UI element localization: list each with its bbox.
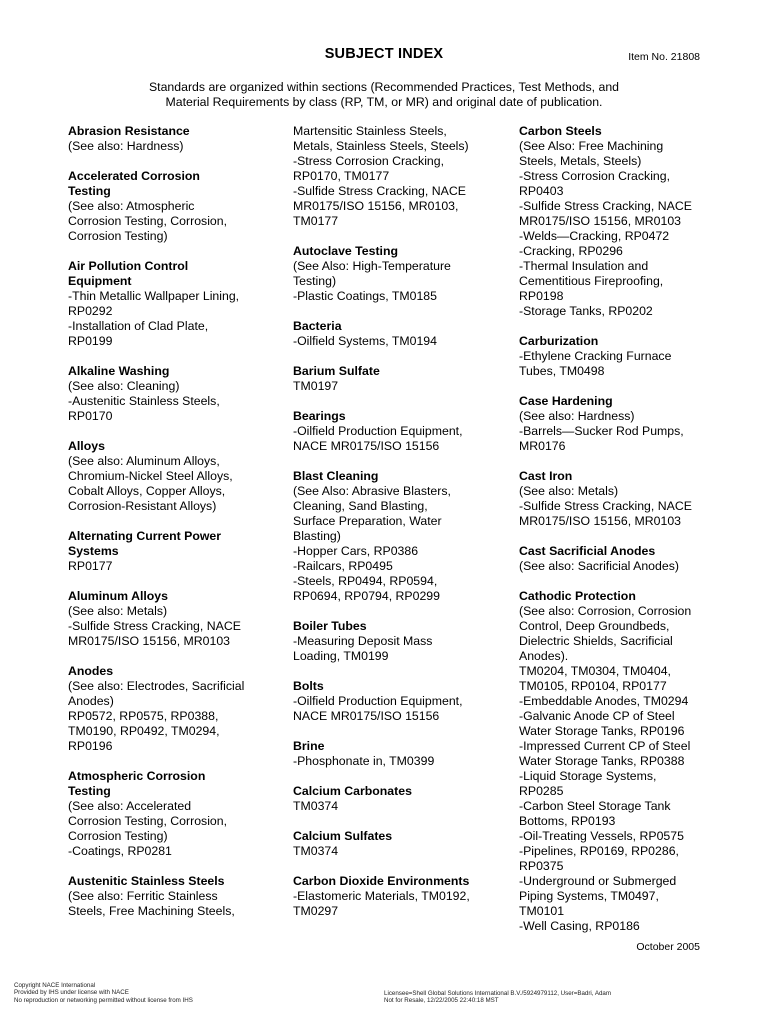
index-entry: [293, 619, 498, 664]
index-entry: [68, 259, 268, 349]
entry-line: -Railcars, RP0495: [293, 559, 393, 573]
entry-line: Corrosion Testing): [68, 229, 168, 243]
entry-line: RP0177: [68, 559, 113, 573]
entry-line: Steels, Metals, Steels): [519, 154, 642, 168]
entry-line: Tubes, TM0498: [519, 364, 605, 378]
entry-line: Cobalt Alloys, Copper Alloys,: [68, 484, 226, 498]
entry-heading: Barium Sulfate: [293, 364, 380, 378]
entry-line: -Carbon Steel Storage Tank: [519, 799, 671, 813]
index-entry: [68, 124, 268, 154]
entry-heading: Bearings: [293, 409, 346, 423]
entry-line: TM0374: [293, 844, 339, 858]
entry-line: (See also: Hardness): [519, 409, 635, 423]
index-entry: [68, 364, 268, 424]
entry-line: -Ethylene Cracking Furnace: [519, 349, 672, 363]
entry-line: RP0170: [68, 409, 113, 423]
entry-line: Metals, Stainless Steels, Steels): [293, 139, 469, 153]
index-entry: [293, 124, 498, 229]
index-entry: [519, 124, 734, 319]
entry-heading: Bacteria: [293, 319, 342, 333]
entry-line: -Impressed Current CP of Steel: [519, 739, 691, 753]
entry-heading: Brine: [293, 739, 325, 753]
entry-heading: Alternating Current Power: [68, 529, 222, 543]
footer-line: Licensee=Shell Global Solutions International B.V./5924979112, User=Badri, Adam: [384, 990, 612, 997]
intro-line: Standards are organized within sections (Recommended Practices, Test Methods, and: [148, 80, 620, 94]
index-entry: [293, 319, 498, 349]
entry-heading: Carburization: [519, 334, 599, 348]
entry-line: RP0572, RP0575, RP0388,: [68, 709, 219, 723]
entry-line: Corrosion Testing, Corrosion,: [68, 214, 228, 228]
publication-date: October 2005: [636, 941, 700, 953]
index-entry: [68, 589, 268, 649]
entry-line: Corrosion-Resistant Alloys): [68, 499, 217, 513]
entry-line: Anodes): [68, 694, 114, 708]
entry-line: Water Storage Tanks, RP0388: [519, 754, 685, 768]
entry-line: -Oil-Treating Vessels, RP0575: [519, 829, 684, 843]
entry-line: -Sulfide Stress Cracking, NACE: [519, 199, 692, 213]
entry-line: Martensitic Stainless Steels,: [293, 124, 447, 138]
entry-line: TM0374: [293, 799, 339, 813]
entry-line: -Measuring Deposit Mass: [293, 634, 433, 648]
entry-line: Control, Deep Groundbeds,: [519, 619, 670, 633]
entry-line: RP0285: [519, 784, 564, 798]
entry-heading: Cathodic Protection: [519, 589, 636, 603]
index-entry: [293, 469, 498, 604]
index-entry: [519, 334, 734, 379]
entry-line: -Barrels—Sucker Rod Pumps,: [519, 424, 684, 438]
entry-line: -Stress Corrosion Cracking,: [293, 154, 445, 168]
entry-line: (See also: Corrosion, Corrosion: [519, 604, 692, 618]
entry-line: NACE MR0175/ISO 15156: [293, 709, 440, 723]
entry-line: -Plastic Coatings, TM0185: [293, 289, 437, 303]
entry-line: MR0175/ISO 15156, MR0103: [68, 634, 231, 648]
index-column-2: [293, 124, 498, 934]
entry-line: RP0694, RP0794, RP0299: [293, 589, 440, 603]
entry-line: -Cracking, RP0296: [519, 244, 623, 258]
entry-line: Surface Preparation, Water: [293, 514, 442, 528]
entry-line: RP0196: [68, 739, 113, 753]
entry-line: (See also: Electrodes, Sacrificial: [68, 679, 245, 693]
entry-line: (See Also: High-Temperature: [293, 259, 451, 273]
index-entry: [68, 769, 268, 859]
intro-line: Material Requirements by class (RP, TM, or MR) and original date of publication.: [165, 95, 603, 109]
entry-line: Corrosion Testing): [68, 829, 168, 843]
entry-line: MR0175/ISO 15156, MR0103: [519, 214, 682, 228]
entry-heading: Boiler Tubes: [293, 619, 367, 633]
footer-line: Copyright NACE International: [14, 982, 96, 989]
entry-line: -Well Casing, RP0186: [519, 919, 640, 933]
index-entry: [293, 679, 498, 724]
entry-line: (See also: Sacrificial Anodes): [519, 559, 679, 573]
entry-heading: Atmospheric Corrosion: [68, 769, 206, 783]
entry-heading: Austenitic Stainless Steels: [68, 874, 225, 888]
entry-line: -Elastomeric Materials, TM0192,: [293, 889, 470, 903]
entry-line: TM0197: [293, 379, 339, 393]
entry-line: (See also: Metals): [68, 604, 168, 618]
entry-line: (See also: Metals): [519, 484, 619, 498]
entry-line: TM0177: [293, 214, 339, 228]
entry-line: RP0403: [519, 184, 564, 198]
entry-line: (See also: Aluminum Alloys,: [68, 454, 220, 468]
entry-line: -Austenitic Stainless Steels,: [68, 394, 220, 408]
index-entry: [68, 664, 268, 754]
entry-heading: Bolts: [293, 679, 324, 693]
entry-heading: Air Pollution Control: [68, 259, 189, 273]
entry-heading: Aluminum Alloys: [68, 589, 168, 603]
entry-line: (See also: Ferritic Stainless: [68, 889, 218, 903]
index-entry: [519, 544, 734, 574]
entry-line: MR0175/ISO 15156, MR0103: [519, 514, 682, 528]
entry-line: TM0105, RP0104, RP0177: [519, 679, 667, 693]
entry-heading: Anodes: [68, 664, 114, 678]
index-entry: [293, 739, 498, 769]
item-number: Item No. 21808: [628, 51, 700, 63]
footer-line: Provided by IHS under license with NACE: [14, 989, 129, 997]
index-entry: [293, 244, 498, 304]
entry-line: -Coatings, RP0281: [68, 844, 172, 858]
licensee-notice: [384, 990, 611, 1005]
entry-line: TM0297: [293, 904, 339, 918]
entry-line: RP0170, TM0177: [293, 169, 390, 183]
entry-line: (See Also: Free Machining: [519, 139, 664, 153]
footer-line: Not for Resale, 12/22/2005 22:40:18 MST: [384, 997, 499, 1005]
entry-line: -Hopper Cars, RP0386: [293, 544, 419, 558]
entry-line: -Embeddable Anodes, TM0294: [519, 694, 689, 708]
index-entry: [293, 784, 498, 814]
entry-line: (See Also: Abrasive Blasters,: [293, 484, 451, 498]
index-entry: [519, 589, 734, 934]
entry-line: -Sulfide Stress Cracking, NACE: [519, 499, 692, 513]
entry-line: -Thin Metallic Wallpaper Lining,: [68, 289, 240, 303]
entry-heading: Systems: [68, 544, 119, 558]
entry-line: Bottoms, RP0193: [519, 814, 616, 828]
index-entry: [293, 364, 498, 394]
entry-line: MR0175/ISO 15156, MR0103,: [293, 199, 459, 213]
entry-heading: Carbon Dioxide Environments: [293, 874, 470, 888]
entry-heading: Autoclave Testing: [293, 244, 398, 258]
entry-line: -Oilfield Production Equipment,: [293, 694, 463, 708]
entry-line: Chromium-Nickel Steel Alloys,: [68, 469, 233, 483]
entry-line: -Thermal Insulation and: [519, 259, 649, 273]
index-entry: [68, 529, 268, 574]
index-entry: [68, 874, 268, 919]
index-column-1: [68, 124, 268, 934]
entry-line: Cleaning, Sand Blasting,: [293, 499, 428, 513]
entry-line: -Pipelines, RP0169, RP0286,: [519, 844, 679, 858]
entry-line: -Underground or Submerged: [519, 874, 677, 888]
entry-line: -Liquid Storage Systems,: [519, 769, 657, 783]
entry-heading: Abrasion Resistance: [68, 124, 190, 138]
entry-line: RP0375: [519, 859, 564, 873]
entry-heading: Equipment: [68, 274, 132, 288]
entry-line: RP0199: [68, 334, 113, 348]
entry-heading: Carbon Steels: [519, 124, 602, 138]
entry-line: RP0292: [68, 304, 113, 318]
entry-heading: Calcium Carbonates: [293, 784, 412, 798]
entry-heading: Cast Iron: [519, 469, 573, 483]
entry-line: Loading, TM0199: [293, 649, 389, 663]
entry-heading: Testing: [68, 184, 111, 198]
entry-line: Blasting): [293, 529, 341, 543]
entry-line: -Installation of Clad Plate,: [68, 319, 209, 333]
index-column-3: [519, 124, 734, 949]
entry-heading: Alloys: [68, 439, 105, 453]
entry-line: Dielectric Shields, Sacrificial: [519, 634, 673, 648]
entry-line: RP0198: [519, 289, 564, 303]
index-entry: [293, 409, 498, 454]
copyright-notice: [14, 982, 193, 1004]
entry-line: Anodes).: [519, 649, 569, 663]
index-entry: [68, 439, 268, 514]
entry-heading: Alkaline Washing: [68, 364, 170, 378]
entry-line: NACE MR0175/ISO 15156: [293, 439, 440, 453]
entry-heading: Calcium Sulfates: [293, 829, 393, 843]
entry-line: -Oilfield Systems, TM0194: [293, 334, 437, 348]
entry-heading: Blast Cleaning: [293, 469, 379, 483]
entry-line: (See also: Atmospheric: [68, 199, 195, 213]
index-entry: [519, 394, 734, 454]
entry-heading: Testing: [68, 784, 111, 798]
entry-line: -Galvanic Anode CP of Steel: [519, 709, 675, 723]
entry-line: TM0101: [519, 904, 565, 918]
entry-line: -Storage Tanks, RP0202: [519, 304, 653, 318]
entry-line: Testing): [293, 274, 337, 288]
entry-line: -Sulfide Stress Cracking, NACE: [293, 184, 466, 198]
entry-line: -Phosphonate in, TM0399: [293, 754, 435, 768]
entry-line: (See also: Hardness): [68, 139, 184, 153]
entry-heading: Cast Sacrificial Anodes: [519, 544, 656, 558]
entry-line: -Steels, RP0494, RP0594,: [293, 574, 438, 588]
entry-line: (See also: Accelerated: [68, 799, 192, 813]
index-entry: [519, 469, 734, 529]
entry-line: TM0204, TM0304, TM0404,: [519, 664, 671, 678]
entry-line: -Sulfide Stress Cracking, NACE: [68, 619, 241, 633]
entry-line: TM0190, RP0492, TM0294,: [68, 724, 220, 738]
entry-line: Cementitious Fireproofing,: [519, 274, 664, 288]
index-entry: [68, 169, 268, 244]
entry-line: -Stress Corrosion Cracking,: [519, 169, 671, 183]
intro-text: [120, 80, 648, 110]
entry-line: Water Storage Tanks, RP0196: [519, 724, 685, 738]
page-title: SUBJECT INDEX: [324, 46, 444, 62]
entry-heading: Case Hardening: [519, 394, 613, 408]
entry-line: (See also: Cleaning): [68, 379, 180, 393]
entry-heading: Accelerated Corrosion: [68, 169, 200, 183]
index-entry: [293, 829, 498, 859]
entry-line: Steels, Free Machining Steels,: [68, 904, 235, 918]
entry-line: Piping Systems, TM0497,: [519, 889, 659, 903]
entry-line: MR0176: [519, 439, 566, 453]
entry-line: -Welds—Cracking, RP0472: [519, 229, 670, 243]
footer-line: No reproduction or networking permitted without license from IHS: [14, 996, 193, 1004]
entry-line: Corrosion Testing, Corrosion,: [68, 814, 228, 828]
index-entry: [293, 874, 498, 919]
entry-line: -Oilfield Production Equipment,: [293, 424, 463, 438]
